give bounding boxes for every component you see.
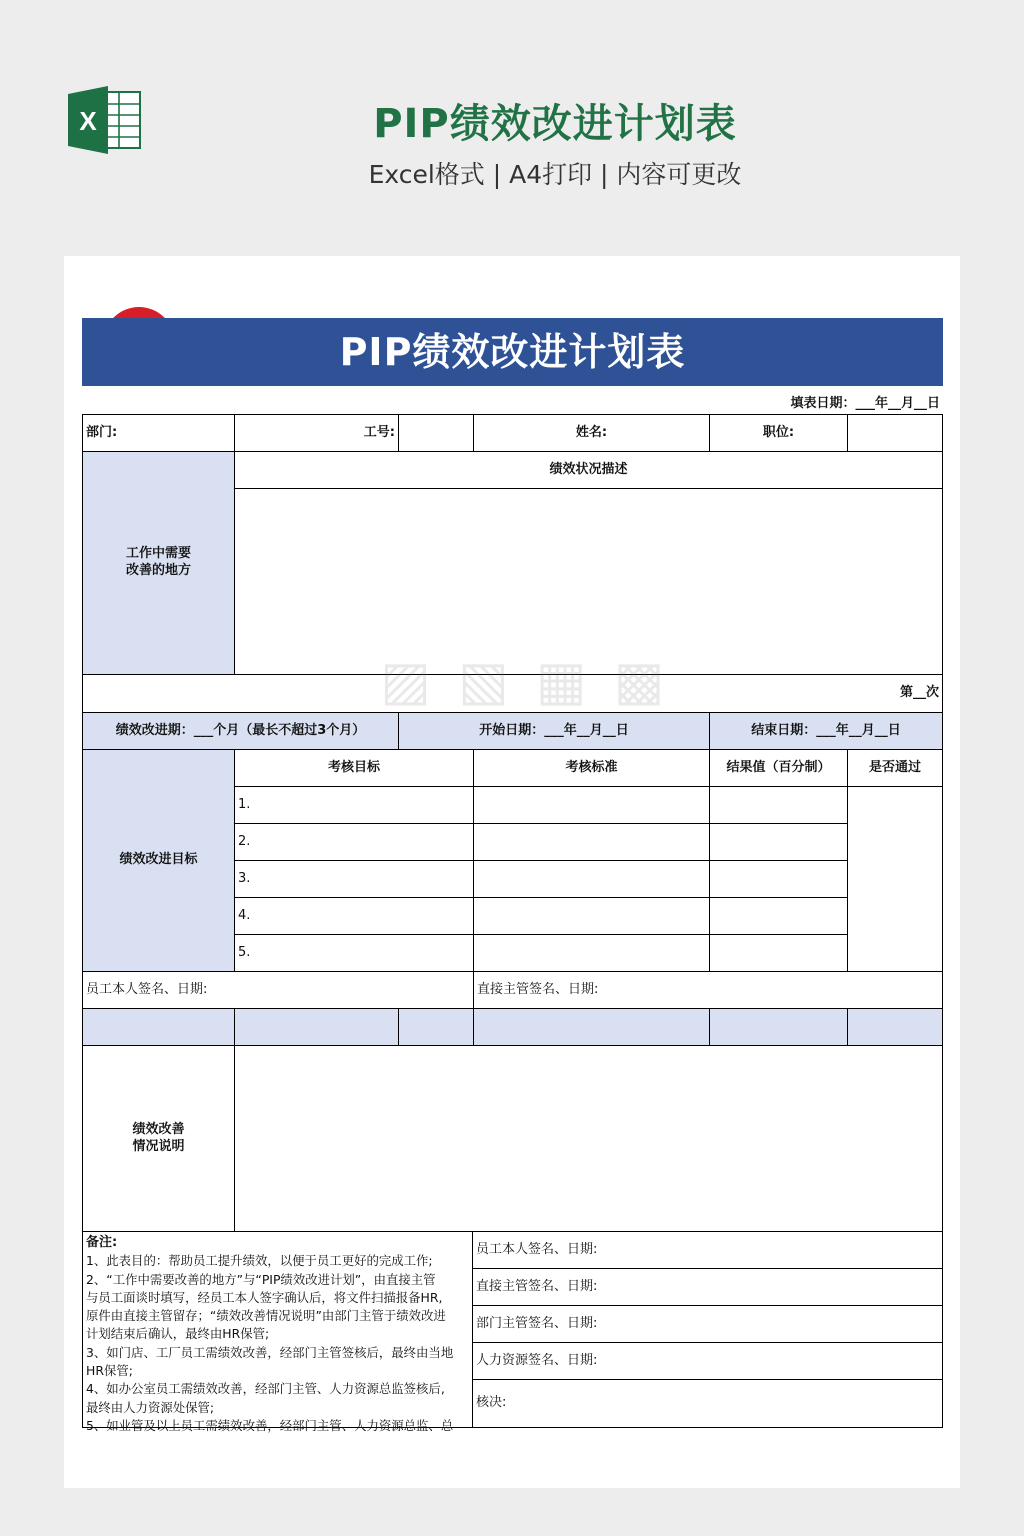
form-banner-title: PIP绩效改进计划表 (82, 318, 943, 386)
notes-line: 4、如办公室员工需绩效改善，经部门主管、人力资源总监签核后, (86, 1381, 445, 1397)
notes-title: 备注: (86, 1235, 118, 1250)
final-approval[interactable]: 核决: (472, 1379, 943, 1428)
goal-result-3[interactable] (709, 860, 848, 898)
page-title: PIP绩效改进计划表 (373, 101, 737, 147)
notes-line: 与员工面谈时填写，经员工本人签字确认后，将文件扫描报备HR, (86, 1289, 443, 1305)
blank-cell (709, 1008, 848, 1046)
goal-standard-4[interactable] (473, 897, 710, 935)
goal-standard-2[interactable] (473, 823, 710, 861)
notes-line: 原件由直接主管留存；“绩效改善情况说明”由部门主管于绩效改进 (86, 1308, 446, 1324)
excel-icon (68, 86, 142, 154)
id-field[interactable] (398, 414, 474, 452)
goal-header-standard: 考核标准 (473, 749, 710, 787)
situation-field[interactable] (234, 1045, 943, 1232)
goal-standard-5[interactable] (473, 934, 710, 972)
improve-area-label-line1: 工作中需要 (125, 546, 191, 562)
notes-line: 5、如业管及以上员工需绩效改善，经部门主管、人力资源总监、总 (86, 1417, 454, 1433)
blank-cell (234, 1008, 399, 1046)
situation-label-line2: 情况说明 (132, 1138, 185, 1154)
improve-area-label-line2: 改善的地方 (125, 563, 191, 578)
goal-pass-field[interactable] (847, 786, 943, 972)
final-sign-hr[interactable]: 人力资源签名、日期: (472, 1342, 943, 1380)
plan-title-cell (82, 674, 710, 713)
svg-text:X: X (79, 106, 97, 136)
notes-line: 3、如门店、工厂员工需绩效改善，经部门主管签核后，最终由当地 (86, 1344, 454, 1360)
position-field[interactable] (847, 414, 943, 452)
goal-result-2[interactable] (709, 823, 848, 861)
name-label: 姓名: (473, 414, 710, 452)
notes-line: 最终由人力资源处保管; (86, 1399, 215, 1415)
blank-cell (82, 1008, 235, 1046)
performance-desc-field[interactable] (234, 488, 943, 675)
goal-standard-3[interactable] (473, 860, 710, 898)
goal-row-2[interactable]: 2. (234, 823, 474, 861)
end-date-label: 结束日期：___年__月__日 (709, 712, 943, 750)
goal-header-target: 考核目标 (234, 749, 474, 787)
period-label: 绩效改进期：___个月（最长不超过3个月） (82, 712, 399, 750)
goal-row-1[interactable]: 1. (234, 786, 474, 824)
id-label: 工号: (234, 414, 399, 452)
notes-block (82, 1231, 473, 1433)
employee-sign-label[interactable]: 员工本人签名、日期: (82, 971, 474, 1009)
blank-cell (473, 1008, 710, 1046)
improve-area-label (82, 451, 235, 675)
final-sign-employee[interactable]: 员工本人签名、日期: (472, 1231, 943, 1269)
goal-result-5[interactable] (709, 934, 848, 972)
blank-cell (398, 1008, 474, 1046)
goal-standard-1[interactable] (473, 786, 710, 824)
goal-result-1[interactable] (709, 786, 848, 824)
situation-label-line1: 绩效改善 (132, 1121, 185, 1137)
notes-line: HR保管; (86, 1363, 133, 1379)
goal-header-pass: 是否通过 (847, 749, 943, 787)
page-subtitle: Excel格式 | A4打印 | 内容可更改 (368, 160, 742, 189)
notes-line: 计划结束后确认，最终由HR保管; (86, 1326, 270, 1342)
goals-label: 绩效改进目标 (82, 749, 235, 972)
goal-row-4[interactable]: 4. (234, 897, 474, 935)
supervisor-sign-label[interactable]: 直接主管签名、日期: (473, 971, 943, 1009)
notes-line: 1、此表目的：帮助员工提升绩效，以便于员工更好的完成工作; (86, 1253, 433, 1269)
start-date-label: 开始日期：___年__月__日 (398, 712, 710, 750)
plan-times: 第__次 (709, 674, 943, 713)
situation-label (82, 1045, 235, 1232)
final-sign-supervisor[interactable]: 直接主管签名、日期: (472, 1268, 943, 1306)
goal-row-3[interactable]: 3. (234, 860, 474, 898)
goal-header-result: 结果值（百分制） (709, 749, 848, 787)
performance-desc-header: 绩效状况描述 (234, 451, 943, 489)
position-label: 职位: (709, 414, 848, 452)
blank-cell (847, 1008, 943, 1046)
goal-row-5[interactable]: 5. (234, 934, 474, 972)
fill-date: 填表日期：___年__月__日 (790, 396, 940, 411)
goal-result-4[interactable] (709, 897, 848, 935)
dept-label: 部门: (82, 414, 235, 452)
final-sign-dept-manager[interactable]: 部门主管签名、日期: (472, 1305, 943, 1343)
notes-line: 2、“工作中需要改善的地方”与“PIP绩效改进计划”，由直接主管 (86, 1271, 436, 1287)
